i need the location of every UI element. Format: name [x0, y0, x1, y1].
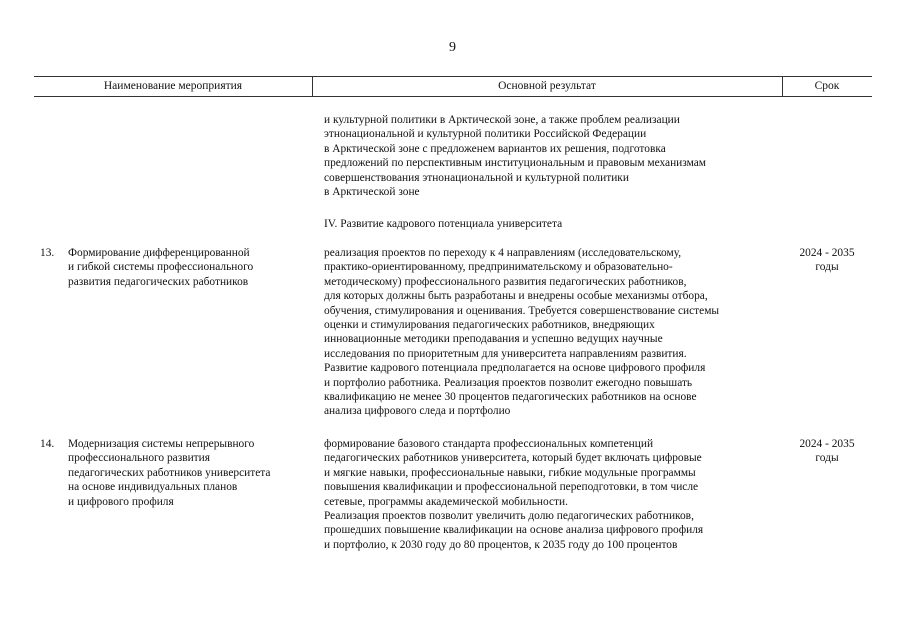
row-13-result: реализация проектов по переходу к 4 направлениям (исследовательскому, практико-ориентированному, предпринимательскому и образовательно- методическому) профессионального развития педагогических работников, для которых должны быть разработаны и внедрены особые механизмы отбора, обучения, стимулирования и оценивания. Требуется совершенствование системы оценки и стимулирования педагогических работников, внедряющих инновационные методики преподавания и успешно ведущих научные исследования по приоритетным для университета направлениям развития. Развитие кадрового потенциала предполагается на основе цифрового профиля и портфолио работника. Реализация проектов позволит ежегодно повышать квалификацию не менее 30 процентов педагогических работников на основе анализа цифрового следа и портфолио — [324, 247, 720, 418]
header-name-column: Наименование мероприятия — [103, 80, 243, 92]
continuation-result-text: и культурной политики в Арктической зоне, а также проблем реализации этнонациональной и культурной политики Российской Федерации в Арктической зоне с предложенем вариантов их решения, подготовка предложений по перспективным институциональным и правовым механизмам совершенствования этнонациональной и культурной политики в Арктической зоне — [324, 114, 707, 199]
table-header-top-rule — [34, 76, 872, 77]
row-14-number: 14. — [40, 438, 55, 450]
table-header-bottom-rule — [34, 96, 872, 97]
row-14-term: 2024 - 2035 годы — [799, 438, 855, 465]
row-13-number: 13. — [40, 247, 55, 259]
row-13-name: Формирование дифференцированной и гибкой системы профессионального развития педагогических работников — [68, 247, 254, 288]
header-term-column: Срок — [814, 80, 840, 92]
page-number: 9 — [449, 40, 456, 55]
section-title: IV. Развитие кадрового потенциала университета — [324, 218, 563, 230]
row-14-result: формирование базового стандарта профессиональных компетенций педагогических работников университета, который будет включать цифровые и мягкие навыки, профессиональные навыки, гибкие модульные программы повышения квалификации и профессиональной переподготовки, в том числе сетевые, программы академической мобильности. Реализация проектов позволит увеличить долю педагогических работников, прошедших повышение квалификации на основе анализа цифрового профиля и портфолио, к 2030 году до 80 процентов, к 2035 году до 100 процентов — [324, 438, 704, 551]
row-14-name: Модернизация системы непрерывного профессионального развития педагогических работников университета на основе индивидуальных планов и цифрового профиля — [68, 438, 271, 508]
header-result-column: Основной результат — [498, 80, 596, 92]
row-13-term: 2024 - 2035 годы — [799, 247, 855, 274]
